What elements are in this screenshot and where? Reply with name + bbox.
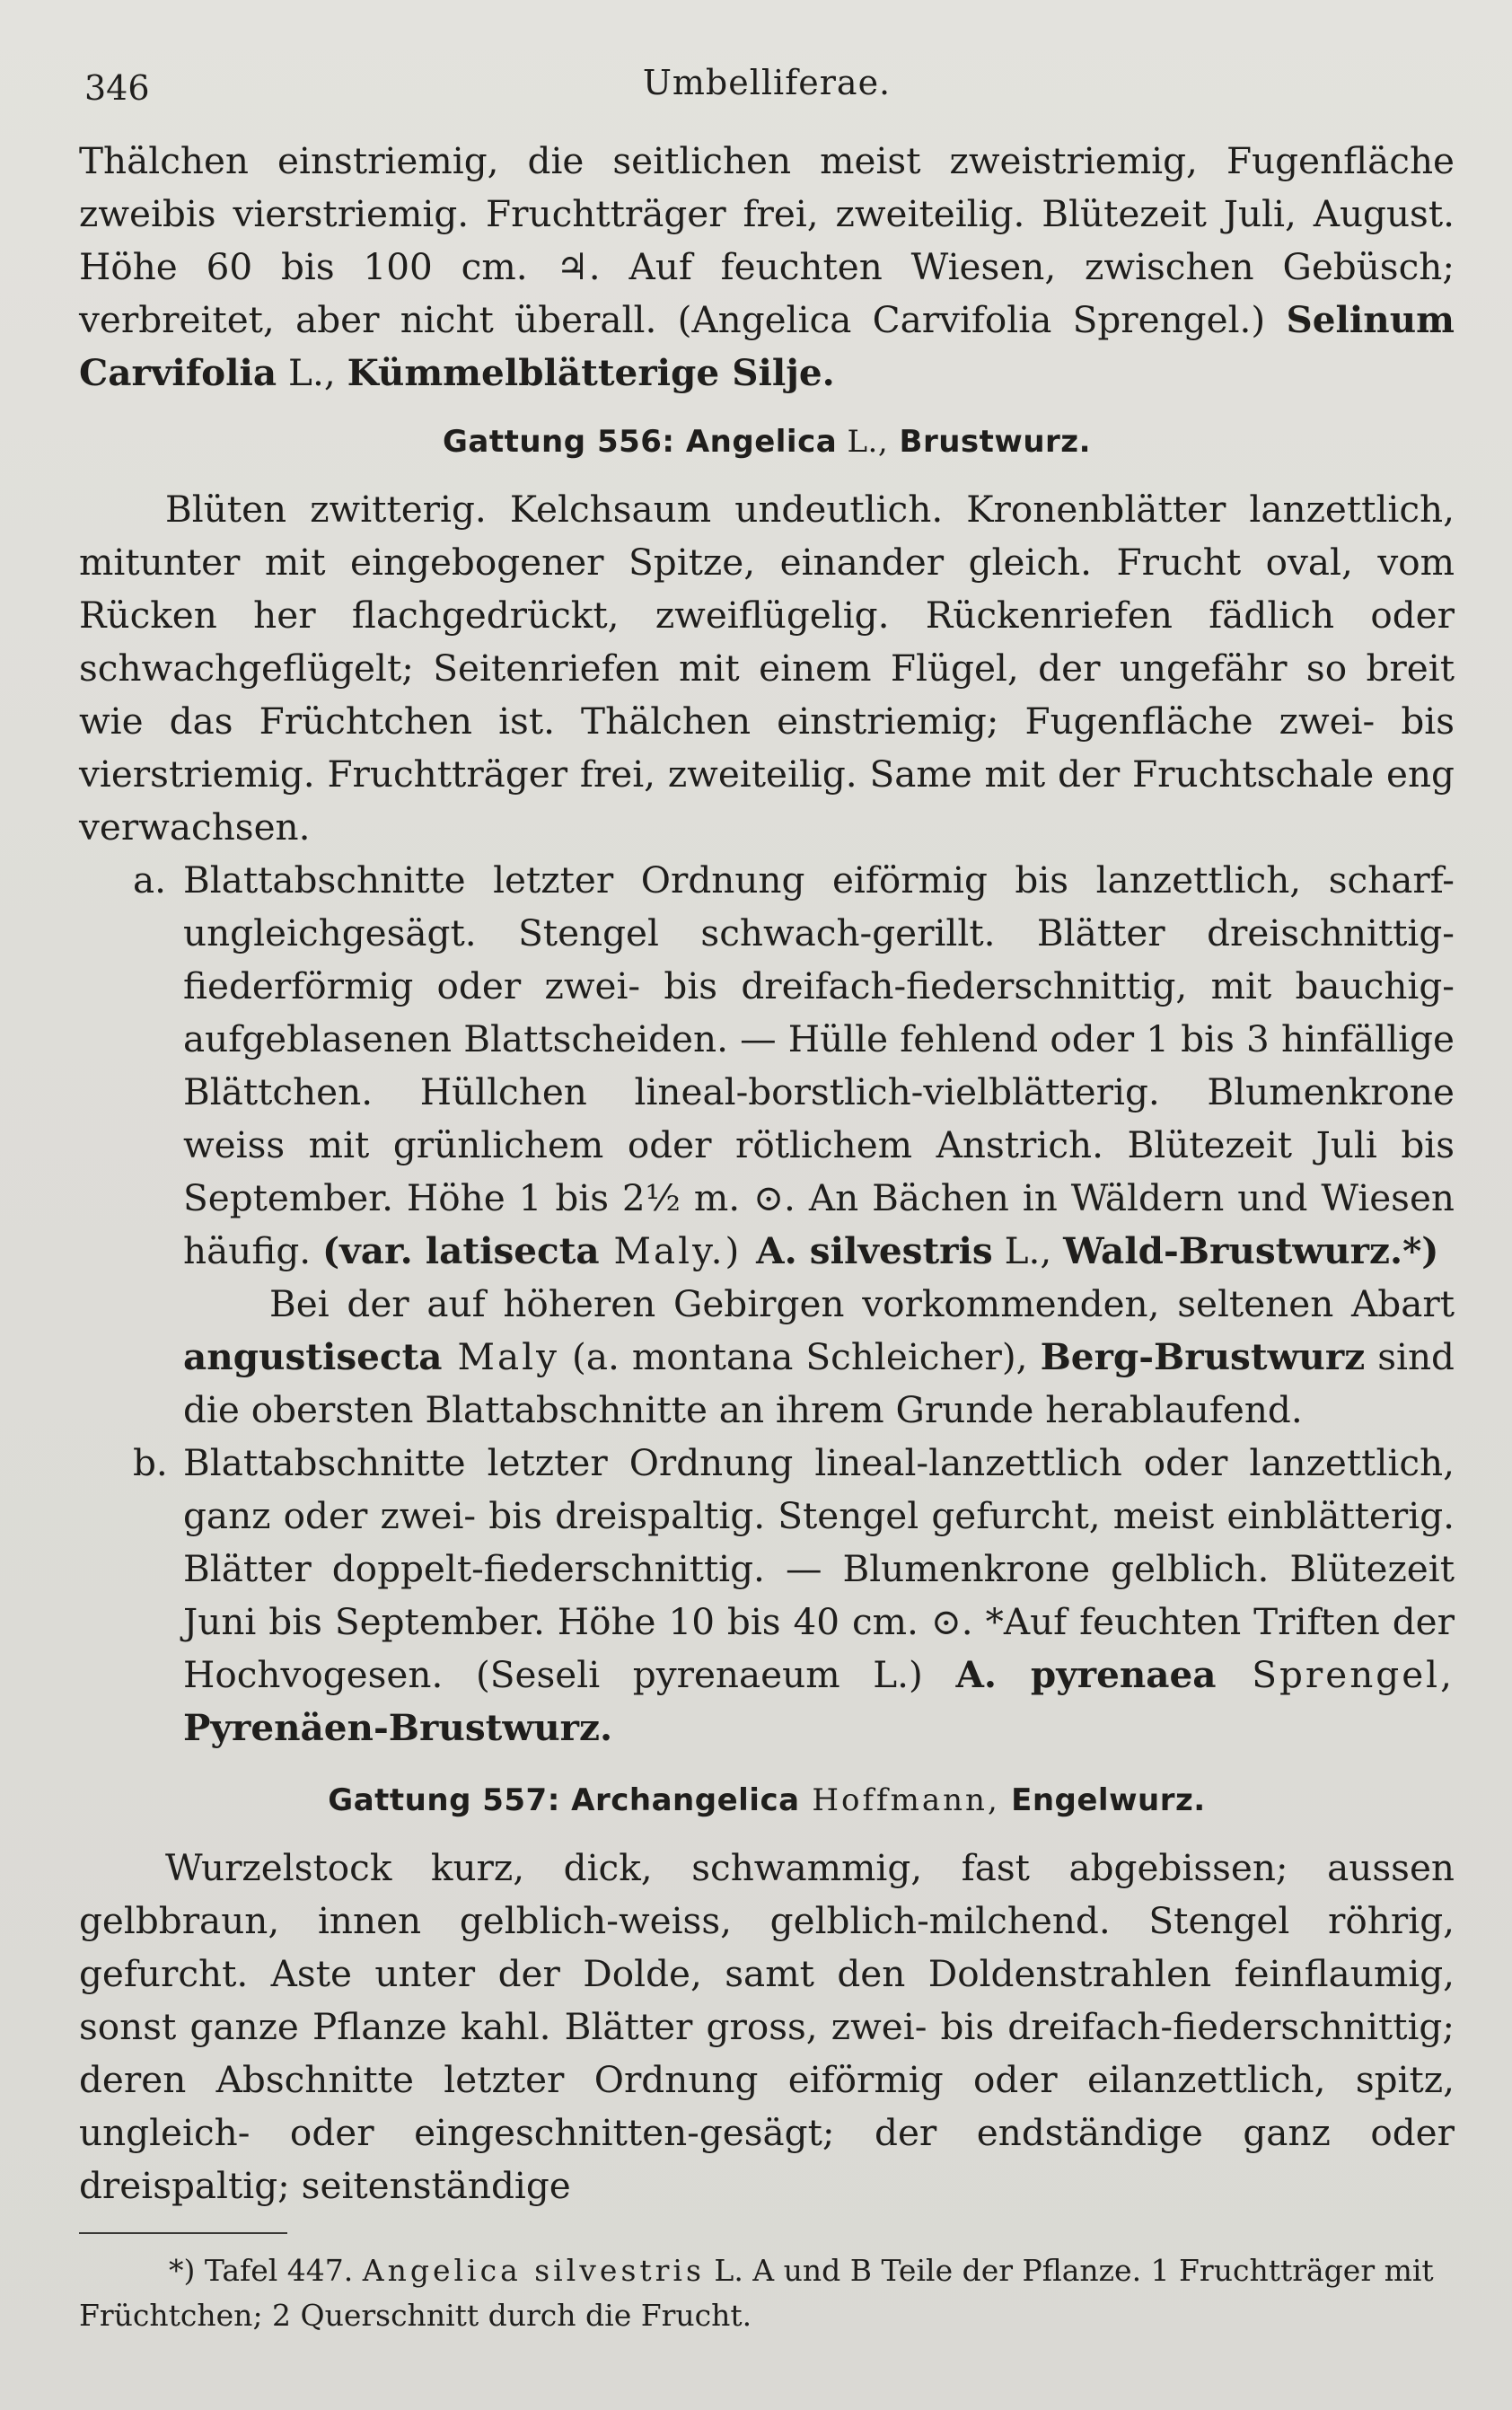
item-a-variety-author: Maly.) <box>599 1229 757 1272</box>
note-common-name: Berg-Brustwurz <box>1040 1335 1366 1378</box>
footnote-rule <box>79 2232 287 2234</box>
item-a-variety: var. latisecta <box>339 1229 600 1272</box>
footnote-text: L. A und B Teile der Pflanze. 1 Fruchtträger mit Früchtchen; 2 Querschnitt durch die Frucht. <box>79 2253 1434 2333</box>
genus-557-common: Engelwurz. <box>999 1782 1206 1818</box>
section-title: Umbelliferae. <box>642 63 892 102</box>
item-b-species-author: Sprengel, <box>1216 1653 1455 1696</box>
intro-common-name: Kümmelblätterige Silje. <box>347 351 835 394</box>
item-b-text: Blattabschnitte letzter Ordnung lineal-lanzettlich oder lanzettlich, ganz oder zwei- bis dreispaltig. Stengel gefurcht, meist einblätterig. Blätter doppelt-fiederschnittig. — Blumenkrone gelblich. Blütezeit Juni bis September. Höhe 10 bis 40 cm. ⊙. *Auf feuchten Triften der Hochvogesen. (Seseli pyrenaeum L.) <box>183 1441 1455 1696</box>
genus-557-description: Wurzelstock kurz, dick, schwammig, fast abgebissen; aussen gelbbraun, innen gelblich-weiss, gelblich-milchend. Stengel röhrig, gefurcht. Aste unter der Dolde, samt den Doldenstrahlen feinflaumig, sonst ganze Pflanze kahl. Blätter gross, zwei- bis dreifach-fiederschnittig; deren Abschnitte letzter Ordnung eiförmig oder eilanzettlich, spitz, ungleich- oder eingeschnitten-gesägt; der endständige ganz oder dreispaltig; seitenständige <box>79 1846 1455 2207</box>
footnote-ref: *) Tafel 447. <box>169 2253 363 2288</box>
intro-text: Thälchen einstriemig, die seitlichen meist zweistriemig, Fugenfläche zweibis vierstriemig. Fruchtträger frei, zweiteilig. Blütezeit Juli, August. Höhe 60 bis 100 cm. ♃. Auf feuchten Wiesen, zwischen Gebüsch; verbreitet, aber nicht überall. (Angelica Carvifolia Sprengel.) <box>79 139 1455 341</box>
item-b-label: b. <box>133 1441 168 1484</box>
item-a-text: Blattabschnitte letzter Ordnung eiförmig bis lanzettlich, scharf-ungleichgesägt. Stengel schwach-gerillt. Blätter dreischnittig-fiederförmig oder zwei- bis dreifach-fiederschnittig, mit bauchig-aufgeblasenen Blattscheiden. — Hülle fehlend oder 1 bis 3 hinfällige Blättchen. Hüllchen lineal-borstlich-vielblätterig. Blumenkrone weiss mit grünlichem oder rötlichem Anstrich. Blütezeit Juli bis September. Höhe 1 bis 2½ m. ⊙. An Bächen in Wäldern und Wiesen häufig. <box>183 858 1455 1272</box>
note-variety-author: Maly <box>442 1335 559 1378</box>
intro-author: L., <box>277 351 347 394</box>
note-variety: angustisecta <box>183 1335 443 1378</box>
item-a-open-paren: ( <box>322 1229 340 1272</box>
genus-heading-557 <box>79 1774 1455 1827</box>
genus-557-author: Hoffmann, <box>799 1782 1000 1818</box>
key-item-b <box>79 1437 1455 1755</box>
item-a-species-author: L., <box>992 1229 1064 1272</box>
note-text-end: sind die obersten Blattabschnitte an ihrem Grunde herablaufend. <box>183 1335 1455 1431</box>
genus-557-name: Gattung 557: Archangelica <box>328 1782 800 1818</box>
key-item-a-note <box>79 1278 1455 1437</box>
genus-556-name: Gattung 556: Angelica <box>443 424 838 460</box>
body-text <box>79 135 1455 2212</box>
footnote-species: Angelica silvestris <box>362 2253 705 2288</box>
running-head <box>79 63 1455 135</box>
genus-556-common: Brustwurz. <box>888 424 1091 460</box>
genus-heading-556 <box>79 416 1455 469</box>
footnote <box>79 2248 1455 2338</box>
item-b-species: A. pyrenaea <box>955 1653 1217 1696</box>
genus-556-author: L., <box>837 424 889 460</box>
item-b-common-name: Pyrenäen-Brustwurz. <box>183 1706 613 1749</box>
intro-paragraph <box>79 135 1455 400</box>
genus-556-description: Blüten zwitterig. Kelchsaum undeutlich. Kronenblätter lanzettlich, mitunter mit eingebogener Spitze, einander gleich. Frucht oval, vom Rücken her flachgedrückt, zweiflügelig. Rückenriefen fädlich oder schwachgeflügelt; Seitenriefen mit einem Flügel, der ungefähr so breit wie das Früchtchen ist. Thälchen einstriemig; Fugenfläche zwei- bis vierstriemig. Fruchtträger frei, zweiteilig. Same mit der Fruchtschale eng verwachsen. <box>79 488 1455 849</box>
item-a-species: A. silvestris <box>756 1229 993 1272</box>
item-a-common-name: Wald-Brustwurz.*) <box>1063 1229 1439 1272</box>
intro-species-name: Selinum Carvifolia <box>79 298 1455 394</box>
page-number: 346 <box>84 68 150 108</box>
note-text: Bei der auf höheren Gebirgen vorkommenden, seltenen Abart <box>269 1282 1455 1325</box>
key-item-a <box>79 854 1455 1278</box>
note-synonym: (a. montana Schleicher), <box>559 1335 1041 1378</box>
item-a-label: a. <box>133 858 167 902</box>
